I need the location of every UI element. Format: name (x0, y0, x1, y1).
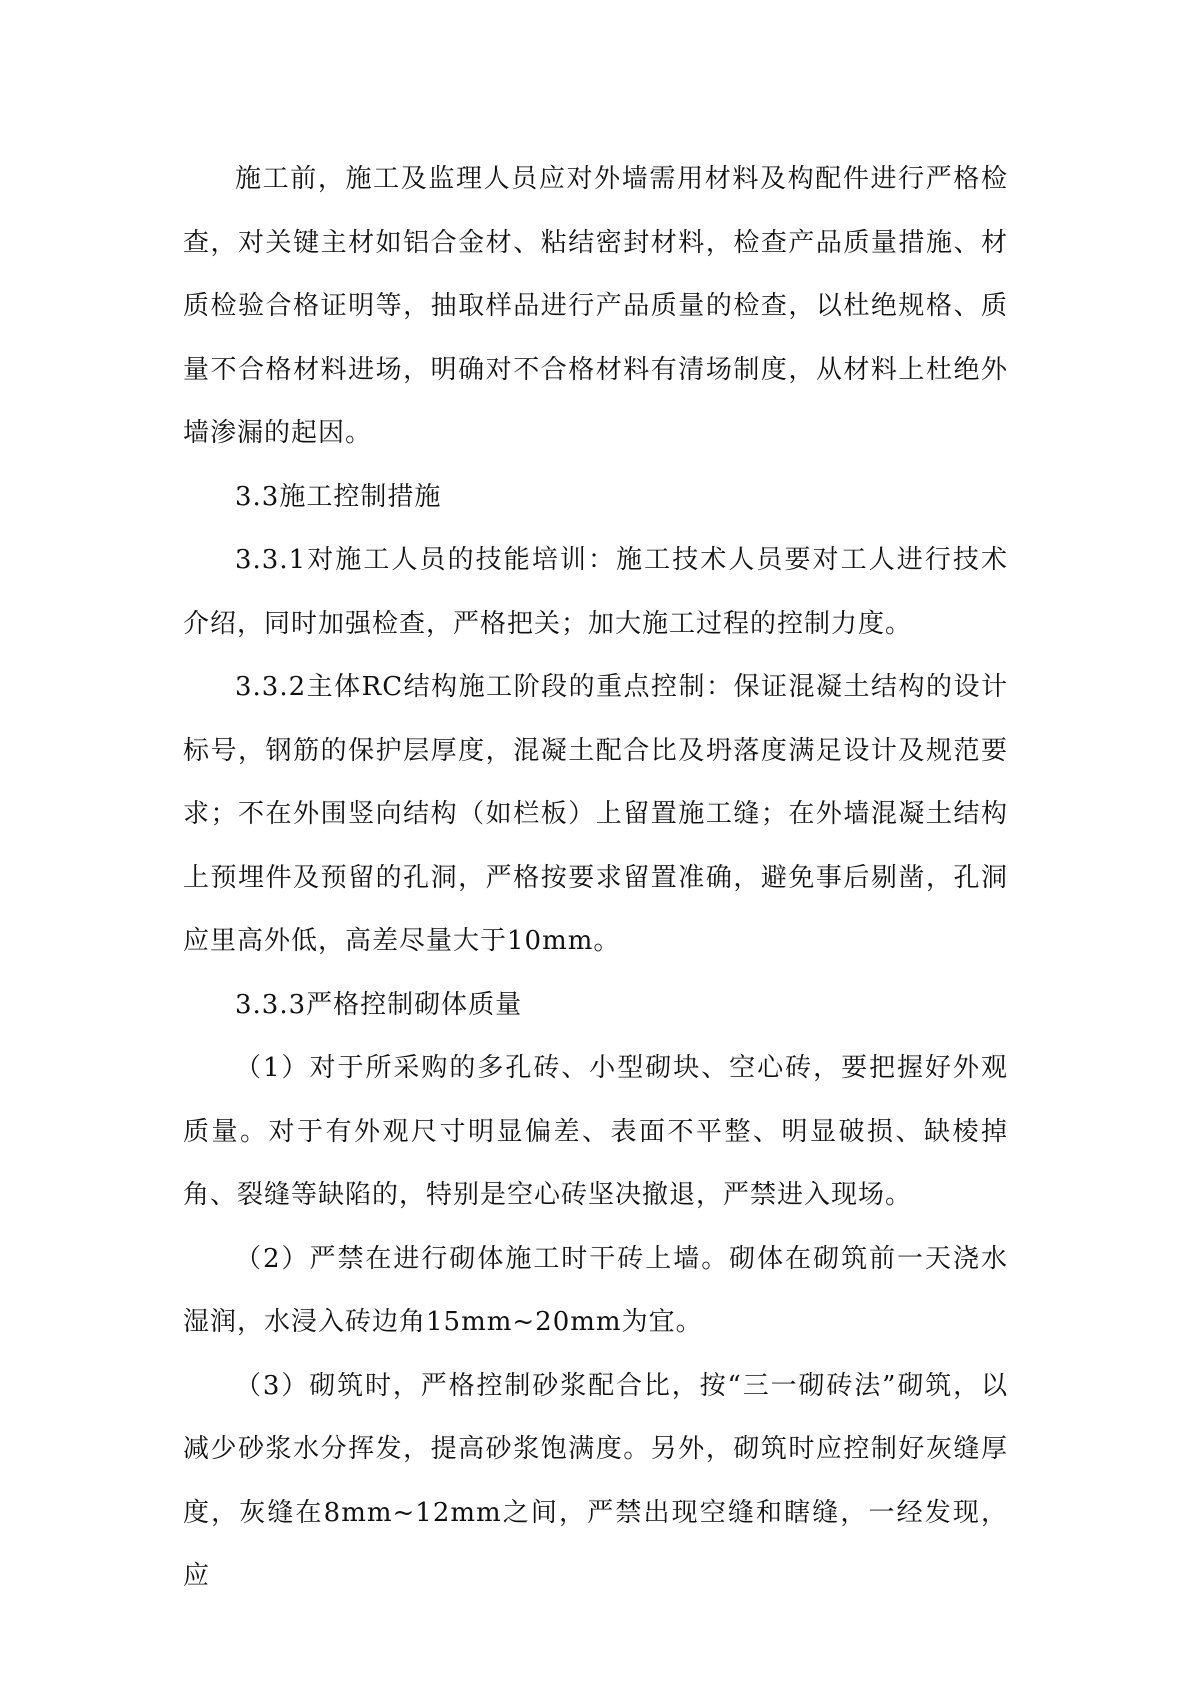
list-item-2: （2）严禁在进行砌体施工时干砖上墙。砌体在砌筑前一天浇水湿润，水浸入砖边角15mm~20mm为宜。 (183, 1243, 1008, 1337)
section-heading-3-3: 3.3施工控制措施 (235, 481, 442, 512)
section-heading-3-3-3: 3.3.3严格控制砌体质量 (235, 989, 523, 1020)
list-item-1: （1）对于所采购的多孔砖、小型砌块、空心砖，要把握好外观质量。对于有外观尺寸明显偏差、表面不平整、明显破损、缺棱掉角、裂缝等缺陷的，特别是空心砖坚决撤退，严禁进入现场。 (183, 1053, 1008, 1210)
paragraph-3-3-1: 3.3.1对施工人员的技能培训：施工技术人员要对工人进行技术介绍，同时加强检查，严格把关；加大施工过程的控制力度。 (183, 545, 1008, 639)
document-body (183, 148, 1008, 1609)
list-item-3: （3）砌筑时，严格控制砂浆配合比，按“三一砌砖法”砌筑，以减少砂浆水分挥发，提高砂浆饱满度。另外，砌筑时应控制好灰缝厚度，灰缝在8mm~12mm之间，严禁出现空缝和瞎缝，一经发现，应 (183, 1370, 1008, 1591)
paragraph-3-3-2: 3.3.2主体RC结构施工阶段的重点控制：保证混凝土结构的设计标号，钢筋的保护层厚度，混凝土配合比及坍落度满足设计及规范要求；不在外围竖向结构（如栏板）上留置施工缝；在外墙混凝土结构上预埋件及预留的孔洞，严格按要求留置准确，避免事后剔凿，孔洞应里高外低，高差尽量大于10mm。 (183, 672, 1008, 956)
paragraph-material-inspection: 施工前，施工及监理人员应对外墙需用材料及构配件进行严格检查，对关键主材如铝合金材、粘结密封材料，检查产品质量措施、材质检验合格证明等，抽取样品进行产品质量的检查，以杜绝规格、质量不合格材料进场，明确对不合格材料有清场制度，从材料上杜绝外墙渗漏的起因。 (183, 164, 1008, 448)
